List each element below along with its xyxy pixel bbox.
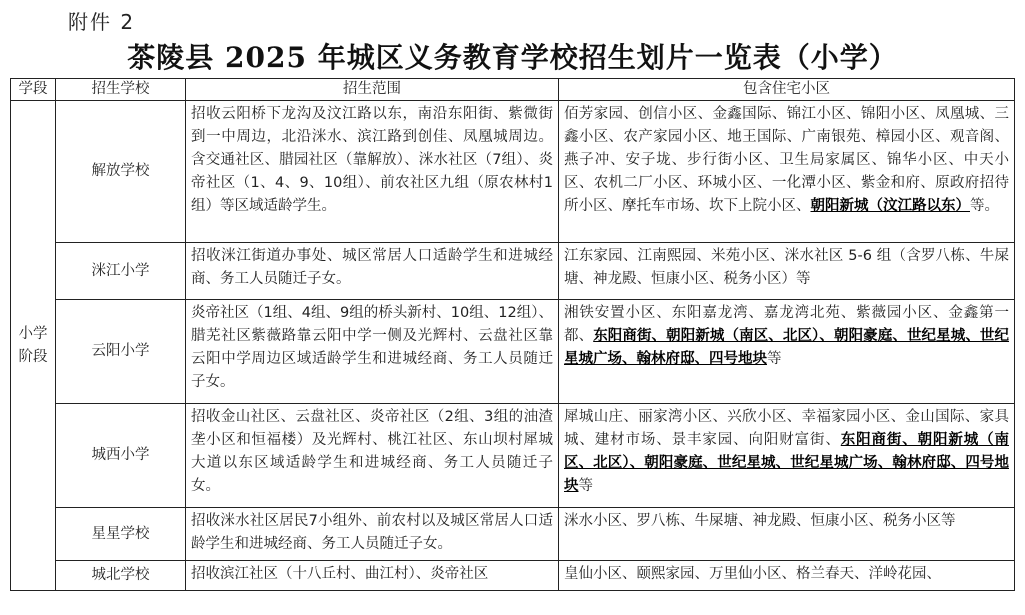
residential-list [559,243,1015,300]
residential-list [559,508,1015,561]
residential-tail: 等 [578,478,593,494]
school-name: 城西小学 [56,404,186,508]
enrollment-range: 招收云阳桥下龙沟及汶江路以东，南沿东阳街、紫微街到一中周边，北沿洣水、滨江路到创佳、凤凰城周边。含交通社区、腊园社区（靠解放）、洣水社区（7组）、炎帝社区（1、4、9、10组）、前农社区九组（原农林村1组）等区域适龄学生。 [186,101,559,243]
enrollment-table [10,78,1015,591]
header-stage: 学段 [11,79,56,101]
header-range: 招生范围 [186,79,559,101]
enrollment-range: 招收滨江社区（十八丘村、曲江村）、炎帝社区 [186,561,559,591]
school-name: 解放学校 [56,101,186,243]
residential-plain: 湘铁安置小区、东阳嘉龙湾、嘉龙湾北苑、紫薇园小区、金鑫第一都、 [564,305,1009,344]
residential-highlight: 东阳商街、朝阳新城（南区、北区）、朝阳豪庭、世纪星城、世纪星城广场、翰林府邸、四号地块 [564,328,1010,367]
table-row [11,404,1015,508]
residential-tail: 等。 [970,198,999,214]
table-row [11,300,1015,404]
stage-cell [11,101,56,591]
residential-highlight: 东阳商街、朝阳新城（南区、北区）、朝阳豪庭、世纪星城、世纪星城广场、翰林府邸、四号地块 [564,432,1009,494]
residential-highlight: 朝阳新城（汶江路以东） [810,198,970,214]
header-homes: 包含住宅小区 [559,79,1015,101]
table-row [11,508,1015,561]
enrollment-range: 招收洣江街道办事处、城区常居人口适龄学生和进城经商、务工人员随迁子女。 [186,243,559,300]
table-row [11,243,1015,300]
residential-plain: 洣水小区、罗八栋、牛屎塘、神龙殿、恒康小区、税务小区等 [564,513,956,529]
school-name: 城北学校 [56,561,186,591]
enrollment-range: 招收金山社区、云盘社区、炎帝社区（2组、3组的油渣垄小区和恒福楼）及光辉村、桃江社区、东山坝村犀城大道以东区域适龄学生和进城经商、务工人员随迁子女。 [186,404,559,508]
table-header-row [11,79,1015,101]
page-title: 茶陵县 2025 年城区义务教育学校招生划片一览表（小学） [127,41,898,74]
stage-label-line2: 阶段 [18,348,48,365]
residential-tail: 等 [767,351,782,367]
table-row [11,101,1015,243]
header-school: 招生学校 [56,79,186,101]
school-name: 星星学校 [56,508,186,561]
school-name: 云阳小学 [56,300,186,404]
residential-list [559,561,1015,591]
residential-plain: 皇仙小区、颐熙家园、万里仙小区、格兰春天、洋岭花园、 [564,566,941,582]
table-row [11,561,1015,591]
school-name: 洣江小学 [56,243,186,300]
residential-list [559,404,1015,508]
stage-label-line1: 小学 [18,325,48,342]
enrollment-range: 炎帝社区（1组、4组、9组的桥头新村、10组、12组）、腊芜社区紫薇路靠云阳中学一侧及光辉村、云盘社区靠云阳中学周边区域适龄学生和进城经商、务工人员随迁子女。 [186,300,559,404]
attachment-label: 附件 2 [68,10,136,34]
residential-plain: 江东家园、江南熙园、米苑小区、洣水社区 5-6 组（含罗八栋、牛屎塘、神龙殿、恒康小区、税务小区）等 [564,248,1009,287]
residential-plain: 佰芳家园、创信小区、金鑫国际、锦江小区、锦阳小区、凤凰城、三鑫小区、农产家园小区、地王国际、广南银苑、樟园小区、观音阁、燕子冲、安子垅、步行街小区、卫生局家属区、锦华小区、中天小区、农机二厂小区、环城小区、一化潭小区、紫金和府、原政府招待所小区、摩托车市场、坎下上院小区、 [564,106,1009,214]
residential-plain: 犀城山庄、丽家湾小区、兴欣小区、幸福家园小区、金山国际、家具城、建材市场、景丰家园、向阳财富街、 [564,409,1009,448]
residential-list [559,101,1015,243]
enrollment-range: 招收洣水社区居民7小组外、前农村以及城区常居人口适龄学生和进城经商、务工人员随迁子女。 [186,508,559,561]
residential-list [559,300,1015,404]
